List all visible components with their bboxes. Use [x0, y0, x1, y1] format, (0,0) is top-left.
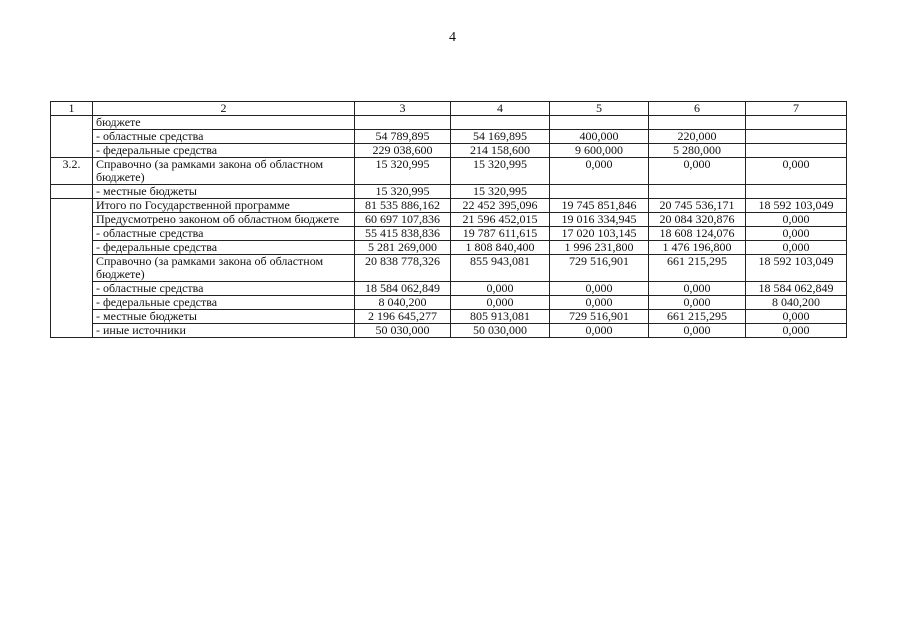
value-cell-c5	[550, 116, 649, 130]
value-cell-c3: 15 320,995	[355, 185, 451, 199]
table-row	[51, 116, 847, 130]
value-cell-c7: 0,000	[746, 158, 847, 185]
value-cell-c4: 21 596 452,015	[451, 213, 550, 227]
value-cell-c4: 15 320,995	[451, 185, 550, 199]
row-name-cell: - местные бюджеты	[93, 185, 355, 199]
value-cell-c7: 0,000	[746, 213, 847, 227]
row-index-cell	[51, 227, 93, 241]
table-row	[51, 185, 847, 199]
header-cell-6: 6	[649, 102, 746, 116]
row-name-cell: - областные средства	[93, 282, 355, 296]
value-cell-c4: 855 943,081	[451, 255, 550, 282]
value-cell-c4: 22 452 395,096	[451, 199, 550, 213]
row-name-cell: бюджете	[93, 116, 355, 130]
row-index-cell	[51, 310, 93, 324]
value-cell-c3: 18 584 062,849	[355, 282, 451, 296]
header-cell-5: 5	[550, 102, 649, 116]
header-cell-3: 3	[355, 102, 451, 116]
value-cell-c5: 0,000	[550, 324, 649, 338]
value-cell-c5: 729 516,901	[550, 255, 649, 282]
value-cell-c3: 8 040,200	[355, 296, 451, 310]
value-cell-c5	[550, 185, 649, 199]
value-cell-c5: 9 600,000	[550, 144, 649, 158]
value-cell-c5: 0,000	[550, 158, 649, 185]
row-index-cell	[51, 255, 93, 282]
value-cell-c5: 0,000	[550, 296, 649, 310]
value-cell-c3: 81 535 886,162	[355, 199, 451, 213]
row-index-cell	[51, 185, 93, 199]
row-name-cell: - федеральные средства	[93, 241, 355, 255]
value-cell-c6: 0,000	[649, 324, 746, 338]
value-cell-c7	[746, 130, 847, 144]
value-cell-c4	[451, 116, 550, 130]
value-cell-c3: 54 789,895	[355, 130, 451, 144]
row-index-cell: 3.2.	[51, 158, 93, 185]
value-cell-c3: 15 320,995	[355, 158, 451, 185]
value-cell-c6: 18 608 124,076	[649, 227, 746, 241]
value-cell-c5: 17 020 103,145	[550, 227, 649, 241]
budget-table	[50, 101, 847, 338]
row-name-cell: Предусмотрено законом об областном бюджете	[93, 213, 355, 227]
value-cell-c7: 8 040,200	[746, 296, 847, 310]
row-index-cell	[51, 241, 93, 255]
value-cell-c4: 214 158,600	[451, 144, 550, 158]
row-index-cell	[51, 213, 93, 227]
row-index-cell	[51, 144, 93, 158]
value-cell-c6: 20 745 536,171	[649, 199, 746, 213]
table-header-row	[51, 102, 847, 116]
value-cell-c6: 5 280,000	[649, 144, 746, 158]
value-cell-c7: 0,000	[746, 310, 847, 324]
row-index-cell	[51, 296, 93, 310]
row-name-cell: Справочно (за рамками закона об областном бюджете)	[93, 158, 355, 185]
row-name-cell: - федеральные средства	[93, 144, 355, 158]
value-cell-c3: 2 196 645,277	[355, 310, 451, 324]
row-index-cell	[51, 324, 93, 338]
value-cell-c3: 20 838 778,326	[355, 255, 451, 282]
value-cell-c5: 1 996 231,800	[550, 241, 649, 255]
value-cell-c4: 1 808 840,400	[451, 241, 550, 255]
value-cell-c6: 661 215,295	[649, 310, 746, 324]
header-cell-4: 4	[451, 102, 550, 116]
value-cell-c4: 0,000	[451, 282, 550, 296]
value-cell-c7	[746, 185, 847, 199]
value-cell-c6: 20 084 320,876	[649, 213, 746, 227]
value-cell-c6: 220,000	[649, 130, 746, 144]
value-cell-c7: 18 592 103,049	[746, 255, 847, 282]
row-name-cell: - федеральные средства	[93, 296, 355, 310]
header-cell-7: 7	[746, 102, 847, 116]
value-cell-c7	[746, 116, 847, 130]
value-cell-c5: 400,000	[550, 130, 649, 144]
row-index-cell	[51, 130, 93, 144]
table-row	[51, 199, 847, 213]
header-cell-1: 1	[51, 102, 93, 116]
table-row	[51, 213, 847, 227]
value-cell-c6: 661 215,295	[649, 255, 746, 282]
value-cell-c4: 15 320,995	[451, 158, 550, 185]
table-row	[51, 282, 847, 296]
table-row	[51, 255, 847, 282]
table-row	[51, 144, 847, 158]
value-cell-c5: 19 016 334,945	[550, 213, 649, 227]
row-name-cell: Итого по Государственной программе	[93, 199, 355, 213]
value-cell-c4: 19 787 611,615	[451, 227, 550, 241]
page-number: 4	[449, 30, 456, 45]
value-cell-c5: 19 745 851,846	[550, 199, 649, 213]
value-cell-c3: 5 281 269,000	[355, 241, 451, 255]
value-cell-c6: 1 476 196,800	[649, 241, 746, 255]
row-name-cell: Справочно (за рамками закона об областном бюджете)	[93, 255, 355, 282]
row-name-cell: - областные средства	[93, 130, 355, 144]
row-index-cell	[51, 199, 93, 213]
value-cell-c3: 50 030,000	[355, 324, 451, 338]
table-row	[51, 227, 847, 241]
value-cell-c7: 0,000	[746, 241, 847, 255]
value-cell-c7: 18 592 103,049	[746, 199, 847, 213]
value-cell-c5: 0,000	[550, 282, 649, 296]
value-cell-c7: 0,000	[746, 227, 847, 241]
value-cell-c4: 805 913,081	[451, 310, 550, 324]
row-name-cell: - областные средства	[93, 227, 355, 241]
value-cell-c6	[649, 116, 746, 130]
row-name-cell: - местные бюджеты	[93, 310, 355, 324]
row-index-cell	[51, 282, 93, 296]
table-row	[51, 296, 847, 310]
value-cell-c7	[746, 144, 847, 158]
row-name-cell: - иные источники	[93, 324, 355, 338]
value-cell-c7: 18 584 062,849	[746, 282, 847, 296]
table-row	[51, 310, 847, 324]
value-cell-c3: 229 038,600	[355, 144, 451, 158]
table-row	[51, 158, 847, 185]
table-row	[51, 241, 847, 255]
value-cell-c6: 0,000	[649, 158, 746, 185]
table-row	[51, 130, 847, 144]
value-cell-c5: 729 516,901	[550, 310, 649, 324]
row-index-cell	[51, 116, 93, 130]
value-cell-c3	[355, 116, 451, 130]
value-cell-c7: 0,000	[746, 324, 847, 338]
value-cell-c4: 54 169,895	[451, 130, 550, 144]
value-cell-c6	[649, 185, 746, 199]
value-cell-c6: 0,000	[649, 282, 746, 296]
header-cell-2: 2	[93, 102, 355, 116]
value-cell-c4: 50 030,000	[451, 324, 550, 338]
table-body	[51, 102, 847, 338]
value-cell-c6: 0,000	[649, 296, 746, 310]
value-cell-c3: 55 415 838,836	[355, 227, 451, 241]
table-row	[51, 324, 847, 338]
value-cell-c4: 0,000	[451, 296, 550, 310]
value-cell-c3: 60 697 107,836	[355, 213, 451, 227]
